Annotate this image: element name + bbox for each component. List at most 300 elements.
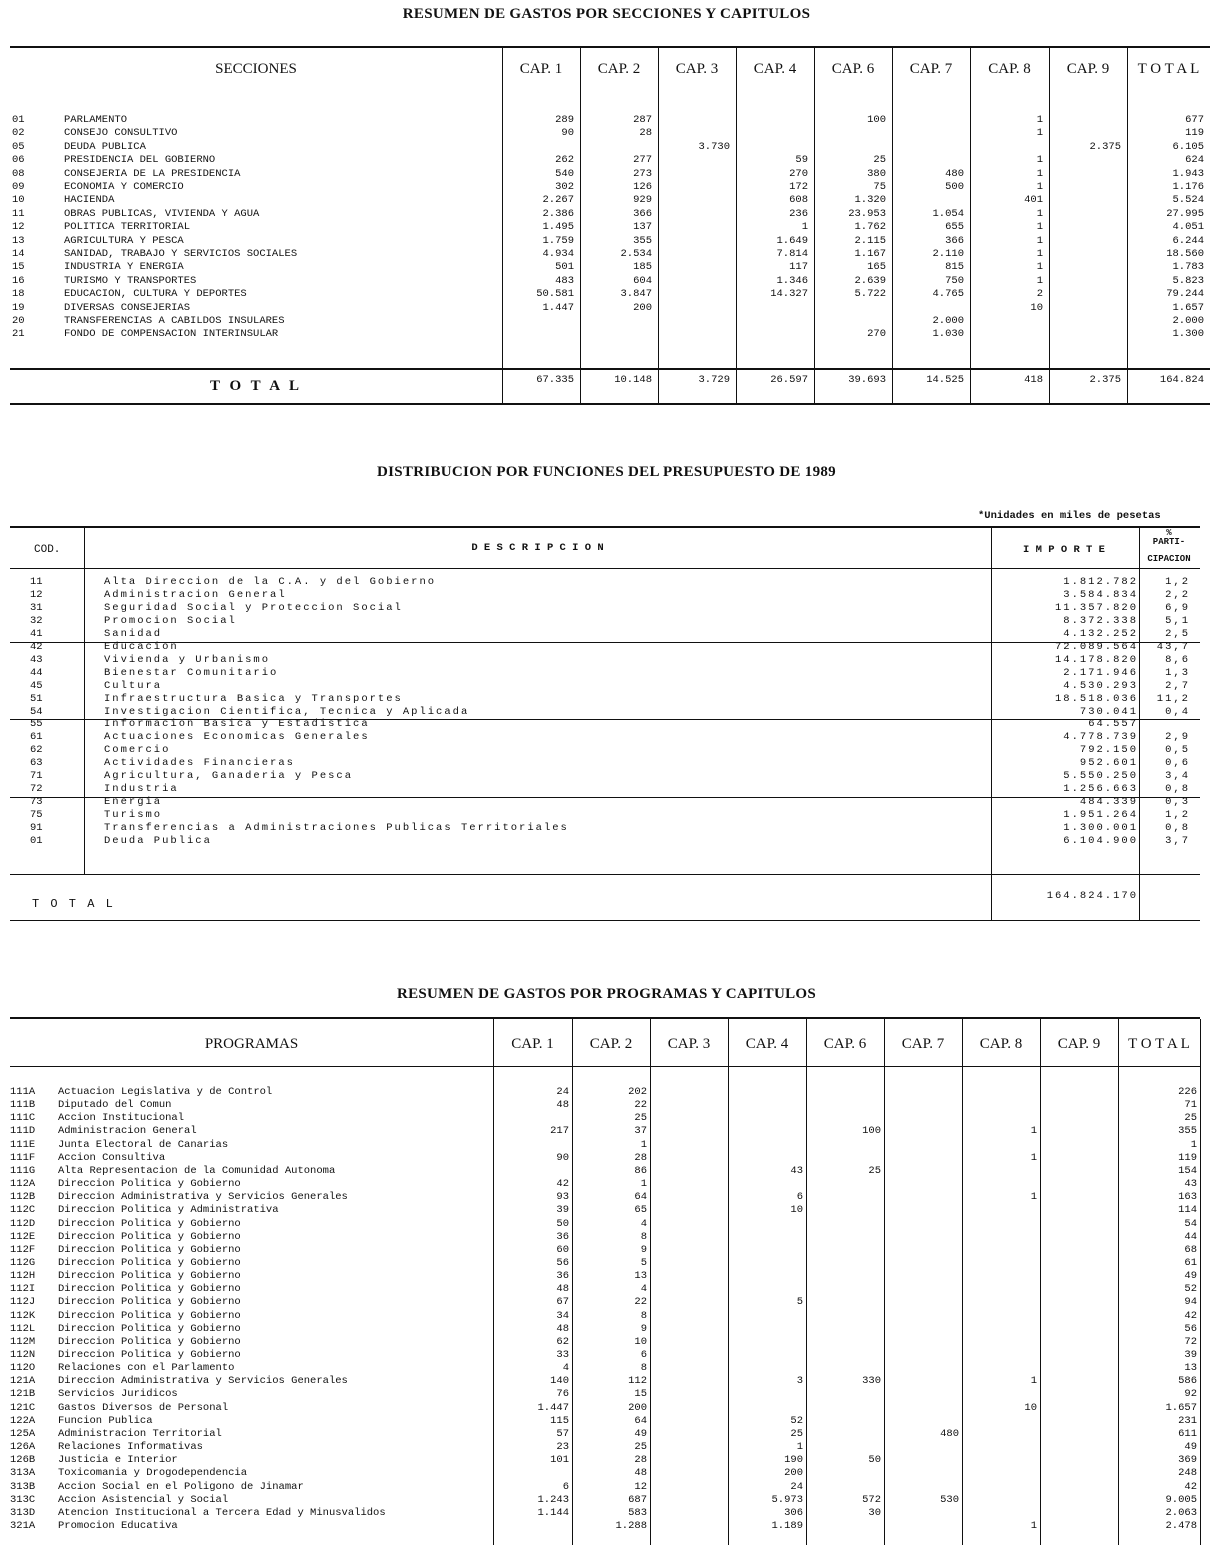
column-divider <box>1040 1019 1041 1545</box>
row-desc: Deuda Publica <box>104 835 212 847</box>
row-value: 36 <box>556 1270 569 1283</box>
row-value: 57 <box>556 1427 569 1440</box>
column-divider <box>1049 48 1050 404</box>
row-name: AGRICULTURA Y PESCA <box>64 234 184 247</box>
row-code: 51 <box>30 692 43 705</box>
row-code: 06 <box>12 154 25 167</box>
column-header: SECCIONES <box>215 61 297 77</box>
row-value: 1 <box>1030 1519 1037 1532</box>
table-bottom-rule <box>10 403 1210 405</box>
row-value: 277 <box>633 154 652 167</box>
column-header: T O T A L <box>1137 61 1200 77</box>
row-importe: 4.530.293 <box>1063 679 1138 692</box>
row-value: 13 <box>634 1270 647 1283</box>
row-value: 3.730 <box>698 140 730 153</box>
row-value: 25 <box>634 1441 647 1454</box>
row-value: 64 <box>634 1191 647 1204</box>
row-value: 10 <box>1030 301 1043 314</box>
row-desc: Comercio <box>104 744 171 757</box>
row-value: 4.934 <box>542 248 574 260</box>
row-importe: 1.300.001 <box>1063 822 1138 835</box>
row-desc: Agricultura, Ganaderia y Pesca <box>104 770 354 783</box>
row-code: 61 <box>30 731 43 744</box>
row-value: 60 <box>556 1243 569 1256</box>
units-note: *Unidades en miles de pesetas <box>978 510 1161 522</box>
row-value: 1 <box>1030 1191 1037 1204</box>
row-value: 165 <box>867 261 886 274</box>
row-value: 49 <box>1184 1270 1197 1283</box>
column-header: CAP. 4 <box>745 1036 789 1052</box>
total-value: 164.824 <box>1159 374 1204 386</box>
row-value: 119 <box>1185 127 1204 140</box>
row-value: 100 <box>862 1125 881 1138</box>
row-value: 42 <box>1184 1480 1197 1493</box>
row-value: 929 <box>633 194 652 207</box>
row-desc: Vivienda y Urbanismo <box>104 653 271 666</box>
row-code: 43 <box>30 653 43 666</box>
row-value: 1 <box>1030 1375 1037 1388</box>
row-value: 43 <box>790 1164 803 1177</box>
row-value: 355 <box>1178 1125 1197 1138</box>
row-name: Administracion Territorial <box>58 1427 222 1440</box>
row-value: 6.105 <box>1172 140 1204 153</box>
row-value: 5.973 <box>771 1493 803 1506</box>
row-name: PRESIDENCIA DEL GOBIERNO <box>64 154 216 167</box>
row-value: 5.524 <box>1172 194 1204 207</box>
total-value: 2.375 <box>1089 374 1121 386</box>
row-value: 1.300 <box>1172 328 1204 341</box>
row-value: 5 <box>640 1256 647 1269</box>
row-desc: Educacion <box>104 640 179 653</box>
row-code: 112K <box>10 1309 36 1322</box>
row-name: Relaciones con el Parlamento <box>58 1362 235 1375</box>
row-value: 572 <box>862 1493 881 1506</box>
column-header: CAP. 2 <box>589 1036 633 1052</box>
row-value: 1.243 <box>537 1493 569 1506</box>
row-name: TRANSFERENCIAS A CABILDOS INSULARES <box>64 315 285 327</box>
row-value: 67 <box>556 1296 569 1309</box>
row-value: 34 <box>556 1309 569 1322</box>
row-value: 8 <box>640 1309 647 1322</box>
row-value: 1.346 <box>776 274 808 287</box>
row-code: 45 <box>30 679 43 692</box>
row-value: 9 <box>640 1322 647 1335</box>
row-pct: 1,2 <box>1165 576 1190 588</box>
column-header: CAP. 3 <box>667 1036 711 1052</box>
row-value: 2.063 <box>1165 1506 1197 1519</box>
row-pct: 0,4 <box>1165 705 1190 718</box>
row-value: 3.847 <box>620 288 652 301</box>
row-desc: Seguridad Social y Proteccion Social <box>104 601 403 614</box>
column-header: CAP. 1 <box>519 61 563 77</box>
row-value: 3 <box>796 1375 803 1388</box>
row-code: 112H <box>10 1270 36 1283</box>
row-value: 1.649 <box>776 234 808 247</box>
row-code: 12 <box>30 588 43 601</box>
row-desc: Actividades Financieras <box>104 757 295 770</box>
row-value: 4 <box>640 1283 647 1296</box>
row-value: 1 <box>1036 207 1043 220</box>
row-value: 500 <box>945 181 964 193</box>
row-value: 37 <box>634 1125 647 1138</box>
row-name: Direccion Politica y Gobierno <box>58 1217 241 1230</box>
row-code: 63 <box>30 757 43 770</box>
row-value: 1.783 <box>1172 261 1204 274</box>
table-bottom-rule <box>10 920 1200 921</box>
row-code: 19 <box>12 301 25 314</box>
row-value: 71 <box>1184 1099 1197 1112</box>
column-divider <box>884 1019 885 1545</box>
row-name: Servicios Juridicos <box>58 1388 178 1401</box>
row-code: 16 <box>12 274 25 287</box>
row-code: 111E <box>10 1138 36 1151</box>
row-pct: 0,6 <box>1165 757 1190 770</box>
row-code: 14 <box>12 248 25 260</box>
row-code: 71 <box>30 770 43 783</box>
row-value: 750 <box>945 274 964 287</box>
row-value: 1 <box>1030 1151 1037 1164</box>
row-value: 815 <box>945 261 964 274</box>
row-value: 655 <box>945 221 964 234</box>
row-name: DEUDA PUBLICA <box>64 140 146 153</box>
row-value: 94 <box>1184 1296 1197 1309</box>
row-value: 22 <box>634 1099 647 1112</box>
row-code: 122A <box>10 1414 36 1427</box>
column-header: CAP. 2 <box>597 61 641 77</box>
row-name: DIVERSAS CONSEJERIAS <box>64 301 191 314</box>
row-name: Direccion Politica y Gobierno <box>58 1243 241 1256</box>
pct-header-1: % <box>1166 528 1172 538</box>
row-value: 18.560 <box>1166 248 1204 260</box>
row-code: 41 <box>30 627 43 640</box>
row-importe: 8.372.338 <box>1063 614 1138 627</box>
row-value: 50 <box>868 1454 881 1467</box>
row-value: 200 <box>633 301 652 314</box>
total-top-rule <box>10 368 1210 370</box>
row-value: 24 <box>790 1480 803 1493</box>
total-value: 14.525 <box>926 374 964 386</box>
table-top-rule <box>10 526 1200 528</box>
row-desc: Investigacion Cientifica, Tecnica y Aplicada <box>104 705 470 718</box>
row-code: 112I <box>10 1283 36 1296</box>
row-value: 1 <box>1036 154 1043 167</box>
row-code: 20 <box>12 315 25 327</box>
row-code: 121C <box>10 1401 36 1414</box>
row-code: 112B <box>10 1191 36 1204</box>
row-value: 92 <box>1184 1388 1197 1401</box>
table-top-rule <box>10 46 1210 48</box>
row-value: 200 <box>628 1401 647 1414</box>
column-header: CAP. 8 <box>979 1036 1023 1052</box>
row-pct: 2,5 <box>1165 627 1190 640</box>
row-value: 42 <box>556 1178 569 1191</box>
row-value: 306 <box>784 1506 803 1519</box>
row-importe: 730.041 <box>1079 705 1138 718</box>
row-value: 1.054 <box>932 207 964 220</box>
row-desc: Alta Direccion de la C.A. y del Gobierno <box>104 576 437 588</box>
row-value: 355 <box>633 234 652 247</box>
row-desc: Transferencias a Administraciones Publicas Territoriales <box>104 822 569 835</box>
row-value: 75 <box>873 181 886 193</box>
row-pct: 3,4 <box>1165 770 1190 783</box>
row-value: 101 <box>550 1454 569 1467</box>
row-value: 64 <box>634 1414 647 1427</box>
row-value: 23 <box>556 1441 569 1454</box>
row-value: 1 <box>801 221 808 234</box>
pct-header-3: CIPACION <box>1147 554 1191 564</box>
row-importe: 3.584.834 <box>1063 588 1138 601</box>
row-value: 2.115 <box>854 234 886 247</box>
row-value: 15 <box>634 1388 647 1401</box>
column-divider <box>658 48 659 404</box>
desc-header: D E S C R I P C I O N <box>471 542 604 554</box>
total-label: T O T A L <box>32 897 115 911</box>
row-value: 13 <box>1184 1362 1197 1375</box>
row-pct: 5,1 <box>1165 614 1190 627</box>
row-value: 1.759 <box>542 234 574 247</box>
row-name: Accion Social en el Poligono de Jinamar <box>58 1480 304 1493</box>
row-code: 01 <box>12 114 25 126</box>
row-desc: Infraestructura Basica y Transportes <box>104 692 403 705</box>
row-value: 540 <box>555 167 574 180</box>
row-value: 8 <box>640 1362 647 1375</box>
row-name: Direccion Politica y Gobierno <box>58 1270 241 1283</box>
row-value: 2.534 <box>620 248 652 260</box>
row-value: 43 <box>1184 1178 1197 1191</box>
section3-title: RESUMEN DE GASTOS POR PROGRAMAS Y CAPITULOS <box>396 986 817 1002</box>
row-value: 6.244 <box>1172 234 1204 247</box>
row-pct: 2,2 <box>1165 588 1190 601</box>
total-value: 164.824.170 <box>1046 890 1138 902</box>
row-value: 4 <box>640 1217 647 1230</box>
column-header: CAP. 6 <box>823 1036 867 1052</box>
row-value: 270 <box>867 328 886 341</box>
row-value: 202 <box>628 1086 647 1098</box>
row-value: 1 <box>1036 234 1043 247</box>
column-divider <box>1200 1019 1201 1545</box>
row-name: Direccion Politica y Gobierno <box>58 1296 241 1309</box>
row-value: 217 <box>550 1125 569 1138</box>
total-value: 3.729 <box>698 374 730 386</box>
total-value: 39.693 <box>848 374 886 386</box>
row-name: Direccion Politica y Gobierno <box>58 1178 241 1191</box>
row-code: 112F <box>10 1243 36 1256</box>
row-value: 190 <box>784 1454 803 1467</box>
row-desc: Cultura <box>104 679 163 692</box>
row-importe: 4.778.739 <box>1063 731 1138 744</box>
row-value: 330 <box>862 1375 881 1388</box>
row-name: Direccion Politica y Gobierno <box>58 1256 241 1269</box>
row-pct: 1,3 <box>1165 666 1190 679</box>
row-importe: 14.178.820 <box>1054 653 1138 666</box>
row-value: 1.657 <box>1172 301 1204 314</box>
row-pct: 0,8 <box>1165 822 1190 835</box>
row-value: 530 <box>940 1493 959 1506</box>
column-header: CAP. 6 <box>831 61 875 77</box>
row-value: 270 <box>789 167 808 180</box>
column-header: CAP. 7 <box>909 61 953 77</box>
row-value: 6 <box>640 1349 647 1361</box>
row-code: 44 <box>30 666 43 679</box>
row-value: 68 <box>1184 1243 1197 1256</box>
row-desc: Sanidad <box>104 627 163 640</box>
row-value: 25 <box>634 1112 647 1125</box>
row-value: 1 <box>1036 167 1043 180</box>
row-importe: 6.104.900 <box>1063 835 1138 847</box>
total-value: 418 <box>1024 374 1043 386</box>
row-name: Funcion Publica <box>58 1414 153 1427</box>
row-value: 4.765 <box>932 288 964 301</box>
row-value: 23.953 <box>848 207 886 220</box>
row-value: 236 <box>789 207 808 220</box>
row-pct: 2,7 <box>1165 679 1190 692</box>
row-value: 54 <box>1184 1217 1197 1230</box>
row-value: 90 <box>561 127 574 140</box>
row-value: 28 <box>634 1454 647 1467</box>
row-code: 111B <box>10 1099 36 1112</box>
row-code: 321A <box>10 1519 36 1532</box>
row-pct: 3,7 <box>1165 835 1190 847</box>
row-code: 112O <box>10 1362 36 1375</box>
row-value: 200 <box>784 1467 803 1480</box>
row-value: 27.995 <box>1166 207 1204 220</box>
row-importe: 5.550.250 <box>1063 770 1138 783</box>
row-name: HACIENDA <box>64 194 115 207</box>
row-desc: Informacion Basica y Estadistica <box>104 718 370 731</box>
row-value: 48 <box>556 1283 569 1296</box>
row-value: 61 <box>1184 1256 1197 1269</box>
row-code: 72 <box>30 783 43 796</box>
row-name: OBRAS PUBLICAS, VIVIENDA Y AGUA <box>64 207 260 220</box>
row-value: 604 <box>633 274 652 287</box>
row-name: Promocion Educativa <box>58 1519 178 1532</box>
row-pct: 0,8 <box>1165 783 1190 796</box>
row-value: 6 <box>796 1191 803 1204</box>
row-value: 25 <box>1184 1112 1197 1125</box>
row-value: 2.386 <box>542 207 574 220</box>
row-name: Direccion Politica y Gobierno <box>58 1322 241 1335</box>
row-code: 112A <box>10 1178 36 1191</box>
row-value: 24 <box>556 1086 569 1098</box>
column-header: T O T A L <box>1128 1036 1190 1052</box>
row-value: 72 <box>1184 1335 1197 1348</box>
row-value: 1.495 <box>542 221 574 234</box>
row-code: 55 <box>30 718 43 731</box>
row-code: 42 <box>30 640 43 653</box>
row-value: 39 <box>1184 1349 1197 1361</box>
row-value: 586 <box>1178 1375 1197 1388</box>
row-value: 137 <box>633 221 652 234</box>
row-code: 09 <box>12 181 25 193</box>
row-code: 313B <box>10 1480 36 1493</box>
row-desc: Energia <box>104 796 163 809</box>
row-code: 111C <box>10 1112 36 1125</box>
row-name: CONSEJO CONSULTIVO <box>64 127 178 140</box>
row-value: 48 <box>556 1322 569 1335</box>
row-name: SANIDAD, TRABAJO Y SERVICIOS SOCIALES <box>64 248 298 260</box>
row-value: 366 <box>945 234 964 247</box>
row-name: INDUSTRIA Y ENERGIA <box>64 261 184 274</box>
row-name: Direccion Politica y Administrativa <box>58 1204 279 1217</box>
row-name: Direccion Politica y Gobierno <box>58 1349 241 1361</box>
row-importe: 952.601 <box>1079 757 1138 770</box>
row-value: 5.823 <box>1172 274 1204 287</box>
row-name: TURISMO Y TRANSPORTES <box>64 274 197 287</box>
row-value: 1.288 <box>615 1519 647 1532</box>
column-header: CAP. 9 <box>1066 61 1110 77</box>
row-name: Junta Electoral de Canarias <box>58 1138 229 1151</box>
row-value: 5.722 <box>854 288 886 301</box>
row-value: 62 <box>556 1335 569 1348</box>
row-value: 1.447 <box>537 1401 569 1414</box>
row-code: 54 <box>30 705 43 718</box>
row-value: 4 <box>562 1362 569 1375</box>
row-code: 313A <box>10 1467 36 1480</box>
row-desc: Turismo <box>104 809 163 822</box>
row-value: 6 <box>562 1480 569 1493</box>
row-value: 1 <box>1190 1138 1197 1151</box>
row-value: 33 <box>556 1349 569 1361</box>
row-value: 42 <box>1184 1309 1197 1322</box>
row-code: 75 <box>30 809 43 822</box>
row-pct: 0,5 <box>1165 744 1190 757</box>
row-value: 1 <box>1036 181 1043 193</box>
row-code: 08 <box>12 167 25 180</box>
row-value: 2.375 <box>1089 140 1121 153</box>
row-value: 369 <box>1178 1454 1197 1467</box>
row-importe: 1.812.782 <box>1063 576 1138 588</box>
row-value: 49 <box>1184 1441 1197 1454</box>
row-value: 36 <box>556 1230 569 1243</box>
row-code: 111F <box>10 1151 36 1164</box>
row-name: Direccion Politica y Gobierno <box>58 1230 241 1243</box>
row-value: 14.327 <box>770 288 808 301</box>
row-importe: 792.150 <box>1079 744 1138 757</box>
row-name: ECONOMIA Y COMERCIO <box>64 181 184 193</box>
row-value: 28 <box>639 127 652 140</box>
row-value: 273 <box>633 167 652 180</box>
row-value: 2.000 <box>1172 315 1204 327</box>
row-value: 1 <box>1036 274 1043 287</box>
row-pct: 8,6 <box>1165 653 1190 666</box>
row-name: Direccion Politica y Gobierno <box>58 1283 241 1296</box>
row-value: 56 <box>556 1256 569 1269</box>
row-value: 2.478 <box>1165 1519 1197 1532</box>
total-top-rule <box>10 874 1200 875</box>
row-code: 313C <box>10 1493 36 1506</box>
row-value: 10 <box>790 1204 803 1217</box>
row-importe: 11.357.820 <box>1054 601 1138 614</box>
row-importe: 4.132.252 <box>1063 627 1138 640</box>
row-value: 401 <box>1024 194 1043 207</box>
row-value: 12 <box>634 1480 647 1493</box>
row-name: Relaciones Informativas <box>58 1441 203 1454</box>
row-name: Accion Institucional <box>58 1112 185 1125</box>
row-value: 10 <box>634 1335 647 1348</box>
row-value: 226 <box>1178 1086 1197 1098</box>
row-code: 31 <box>30 601 43 614</box>
header-bottom-rule <box>10 568 1200 569</box>
total-value: 10.148 <box>614 374 652 386</box>
row-value: 7.814 <box>776 248 808 260</box>
row-value: 1.447 <box>542 301 574 314</box>
row-value: 49 <box>634 1427 647 1440</box>
row-code: 18 <box>12 288 25 301</box>
row-code: 91 <box>30 822 43 835</box>
row-value: 1 <box>796 1441 803 1454</box>
row-value: 1.320 <box>854 194 886 207</box>
row-importe: 72.089.564 <box>1054 640 1138 653</box>
